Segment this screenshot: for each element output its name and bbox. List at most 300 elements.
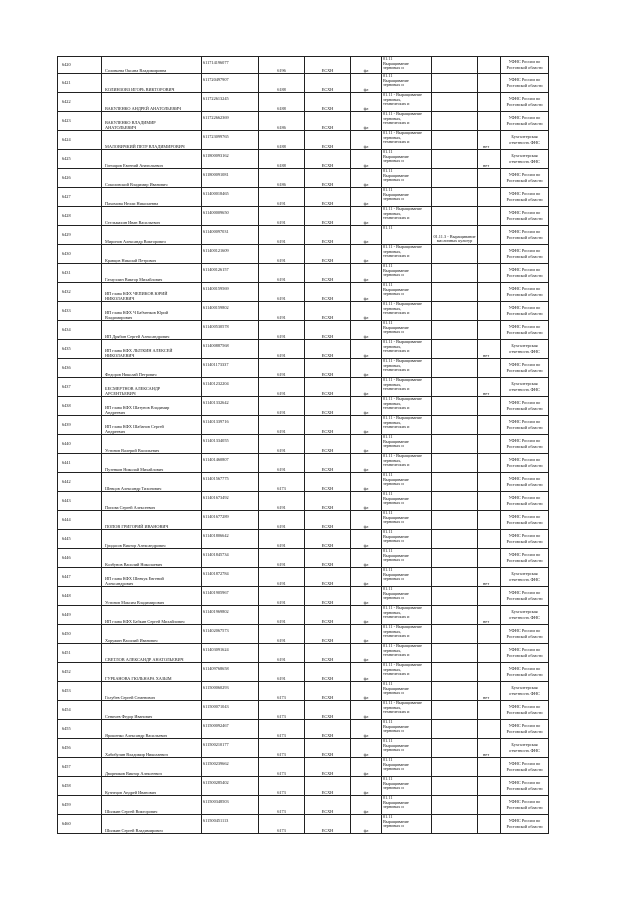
tax-regime-cell: ЕСХН <box>305 454 351 473</box>
activity-detail-cell <box>432 169 478 188</box>
activity-line: зерновых и <box>383 728 404 734</box>
activity-line: технических и <box>383 120 410 126</box>
row-id: 6446 <box>58 549 102 568</box>
source-authority-cell <box>501 207 549 226</box>
person-type-cell: фл <box>351 682 382 701</box>
source-authority-cell <box>501 74 549 93</box>
person-type-cell: фл <box>351 321 382 340</box>
holder-name-cell <box>102 587 202 606</box>
source-authority-line: Ростовской области <box>506 653 543 658</box>
activity-line: зерновых, <box>383 419 402 425</box>
holder-name-cell <box>102 245 202 264</box>
person-type-cell: фл <box>351 150 382 169</box>
activity-line: 01.11 <box>383 681 393 686</box>
source-authority-cell <box>501 587 549 606</box>
holder-name-line: ИП глава КФХ ЛЫТКИН АЛЕКСЕЙ <box>105 348 173 353</box>
source-authority-cell <box>501 188 549 207</box>
person-type-cell: фл <box>351 131 382 150</box>
table-row <box>58 283 549 302</box>
tax-regime-cell: ЕСХН <box>305 74 351 93</box>
holder-name-cell <box>102 644 202 663</box>
source-authority-cell <box>501 359 549 378</box>
office-code-cell: 6191 <box>259 587 305 606</box>
row-id: 6442 <box>58 473 102 492</box>
source-authority-line: УФНС России по <box>508 666 541 672</box>
activity-detail-cell <box>432 131 478 150</box>
activity-line: зерновых, <box>383 628 402 634</box>
person-type-cell: фл <box>351 283 382 302</box>
activity-line: 01.11 - Выращивание <box>383 662 422 667</box>
holder-name-line: Андреевич <box>105 409 126 415</box>
reporting-status-cell <box>478 188 501 207</box>
activity-line: зерновых и <box>383 557 404 563</box>
activity-line: 01.11 <box>383 529 393 534</box>
activity-cell <box>382 416 432 435</box>
row-id: 6457 <box>58 758 102 777</box>
source-authority-line: Ростовской области <box>506 406 543 411</box>
inn-cell: 611401460807 <box>202 454 259 473</box>
inn-cell: 611400159569 <box>202 283 259 302</box>
office-code-cell: 6188 <box>259 74 305 93</box>
holder-name-cell <box>102 302 202 321</box>
person-type-cell: фл <box>351 264 382 283</box>
table-row <box>58 701 549 720</box>
source-authority-cell <box>501 112 549 131</box>
registry-page <box>57 56 548 848</box>
row-id: 6453 <box>58 682 102 701</box>
person-type-cell: фл <box>351 777 382 796</box>
holder-name-cell <box>102 131 202 150</box>
row-id: 6432 <box>58 283 102 302</box>
holder-name-cell <box>102 74 202 93</box>
activity-detail-cell <box>432 492 478 511</box>
person-type-cell: фл <box>351 416 382 435</box>
reporting-status-cell <box>478 226 501 245</box>
inn-cell: 611401339716 <box>202 416 259 435</box>
tax-regime-cell: ЕСХН <box>305 131 351 150</box>
inn-cell: 611714196077 <box>202 57 259 74</box>
tax-regime-cell: ЕСХН <box>305 112 351 131</box>
activity-line: 01.11 <box>383 757 393 762</box>
source-authority-cell <box>501 226 549 245</box>
tax-regime-cell: ЕСХН <box>305 739 351 758</box>
source-authority-cell <box>501 264 549 283</box>
holder-name-cell <box>102 530 202 549</box>
table-row <box>58 57 549 74</box>
source-authority-line: Ростовской области <box>506 273 543 278</box>
inn-cell: 611500239662 <box>202 758 259 777</box>
activity-line: зерновых и <box>383 443 404 449</box>
activity-detail-cell <box>432 777 478 796</box>
row-id: 6449 <box>58 606 102 625</box>
source-authority-line: Ростовской области <box>506 501 543 506</box>
activity-line: Выращивание <box>383 476 409 482</box>
activity-cell <box>382 796 432 815</box>
inn-cell: 611500451113 <box>202 815 259 834</box>
activity-line: зерновых и <box>383 65 404 71</box>
inn-cell: 611800093162 <box>202 150 259 169</box>
activity-detail-cell <box>432 112 478 131</box>
activity-cell <box>382 435 432 454</box>
source-authority-line: Ростовской области <box>506 767 543 772</box>
row-id: 6422 <box>58 93 102 112</box>
person-type-cell: фл <box>351 435 382 454</box>
tax-regime-cell: ЕСХН <box>305 758 351 777</box>
source-authority-line: Ростовской области <box>506 311 543 316</box>
activity-line: 01.11 - Выращивание <box>383 130 422 135</box>
holder-name-cell <box>102 606 202 625</box>
table-row <box>58 758 549 777</box>
activity-line: зерновых и <box>383 538 404 544</box>
activity-cell <box>382 682 432 701</box>
source-authority-cell <box>501 530 549 549</box>
activity-line: зерновых и <box>383 690 404 696</box>
table-row <box>58 549 549 568</box>
reporting-status-cell <box>478 720 501 739</box>
inn-cell: 611401332642 <box>202 397 259 416</box>
inn-cell: 611402067573 <box>202 625 259 644</box>
reporting-status-cell <box>478 625 501 644</box>
activity-detail-cell <box>432 283 478 302</box>
source-authority-line: Бухгалтерская <box>511 343 538 349</box>
person-type-cell: фл <box>351 93 382 112</box>
office-code-cell: 6191 <box>259 283 305 302</box>
reporting-status-cell <box>478 473 501 492</box>
holder-name-cell <box>102 378 202 397</box>
source-authority-line: Ростовской области <box>506 558 543 563</box>
row-id: 6436 <box>58 359 102 378</box>
activity-line: Выращивание <box>383 571 409 577</box>
activity-cell <box>382 739 432 758</box>
inn-cell: 611722613245 <box>202 93 259 112</box>
holder-name-cell <box>102 112 202 131</box>
holder-name-line: Ярошенко Александр Васильевич <box>105 732 167 738</box>
tax-regime-cell: ЕСХН <box>305 226 351 245</box>
holder-name-line: Федоров Николай Петрович <box>105 371 157 377</box>
registry-table <box>57 56 549 834</box>
holder-name-line: Хабибулин Владимир Николаевич <box>105 751 168 757</box>
source-authority-line: УФНС России по <box>508 647 541 653</box>
reporting-status-cell <box>478 397 501 416</box>
inn-cell: 611500210177 <box>202 739 259 758</box>
person-type-cell: фл <box>351 587 382 606</box>
activity-line: 01.11 - Выращивание <box>383 643 422 648</box>
office-code-cell: 6188 <box>259 150 305 169</box>
activity-cell <box>382 568 432 587</box>
office-code-cell: 6191 <box>259 245 305 264</box>
holder-name-line: НИКОЛАЕВИЧ <box>105 295 135 301</box>
activity-line: 01.11 <box>383 434 393 439</box>
table-row <box>58 302 549 321</box>
office-code-cell: 6173 <box>259 796 305 815</box>
source-authority-line: УФНС России по <box>508 267 541 273</box>
reporting-status-cell <box>478 359 501 378</box>
source-authority-line: Ростовской области <box>506 83 543 88</box>
inn-cell: 611400159802 <box>202 302 259 321</box>
activity-line: 01.11 <box>383 472 393 477</box>
person-type-cell: фл <box>351 454 382 473</box>
activity-line: 01.11 - Выращивание <box>383 415 422 420</box>
reporting-status-cell <box>478 815 501 834</box>
table-body <box>58 57 549 834</box>
activity-cell <box>382 245 432 264</box>
person-type-cell: фл <box>351 112 382 131</box>
table-row <box>58 416 549 435</box>
row-id: 6444 <box>58 511 102 530</box>
activity-detail-cell <box>432 245 478 264</box>
source-authority-line: УФНС России по <box>508 419 541 425</box>
activity-cell <box>382 378 432 397</box>
source-authority-line: Ростовской области <box>506 634 543 639</box>
reporting-status-cell <box>478 492 501 511</box>
activity-line: зерновых, <box>383 381 402 387</box>
holder-name-line: ИП глава КФХ Шатунов Владимир <box>105 405 170 410</box>
person-type-cell: фл <box>351 492 382 511</box>
source-authority-line: Ростовской области <box>506 65 543 70</box>
holder-name-line: МАЛОВИЧКИЙ ПЕТР ВЛАДИМИРОВИЧ <box>105 143 185 149</box>
holder-name-line: Кузнецов Андрей Иванович <box>105 789 157 795</box>
activity-line: 01.11 <box>383 282 393 287</box>
source-authority-line: Ростовской области <box>506 805 543 810</box>
activity-line: технических и <box>383 253 410 259</box>
source-authority-line: отчетность ФНС <box>509 577 540 582</box>
activity-line: Выращивание <box>383 799 409 805</box>
table-row <box>58 359 549 378</box>
activity-detail-cell <box>432 549 478 568</box>
activity-detail-cell <box>432 435 478 454</box>
reporting-status-cell: нет <box>478 378 501 397</box>
person-type-cell: фл <box>351 226 382 245</box>
holder-name-line: БЕСМЕРТНОВ АЛЕКСАНДР <box>105 386 161 391</box>
inn-cell: 611401872784 <box>202 568 259 587</box>
tax-regime-cell: ЕСХН <box>305 644 351 663</box>
tax-regime-cell: ЕСХН <box>305 378 351 397</box>
source-authority-line: Бухгалтерская <box>511 381 538 387</box>
reporting-status-cell: нет <box>478 682 501 701</box>
activity-line: Выращивание <box>383 780 409 786</box>
reporting-status-cell: нет <box>478 606 501 625</box>
activity-cell <box>382 530 432 549</box>
activity-cell <box>382 74 432 93</box>
holder-name-cell <box>102 340 202 359</box>
source-authority-line: Ростовской области <box>506 102 543 107</box>
source-authority-cell <box>501 473 549 492</box>
holder-name-cell <box>102 150 202 169</box>
activity-cell <box>382 188 432 207</box>
source-authority-cell <box>501 245 549 264</box>
office-code-cell: 6173 <box>259 815 305 834</box>
reporting-status-cell <box>478 302 501 321</box>
activity-line: технических и <box>383 101 410 107</box>
source-authority-line: УФНС России по <box>508 552 541 558</box>
office-code-cell: 6191 <box>259 207 305 226</box>
activity-cell <box>382 663 432 682</box>
person-type-cell: фл <box>351 169 382 188</box>
person-type-cell: фл <box>351 511 382 530</box>
source-authority-line: УФНС России по <box>508 799 541 805</box>
reporting-status-cell <box>478 796 501 815</box>
table-row <box>58 397 549 416</box>
holder-name-line: Кравцов Николай Петрович <box>105 257 157 263</box>
activity-line: зерновых, <box>383 210 402 216</box>
holder-name-line: ГУРБАНОВА ГЮЛЬНАРА ХАЗЫМ <box>105 675 172 681</box>
table-row <box>58 188 549 207</box>
person-type-cell: фл <box>351 188 382 207</box>
activity-line: 01.11 - Выращивание <box>383 605 422 610</box>
activity-line: 01.11 <box>383 320 393 325</box>
table-row <box>58 796 549 815</box>
inn-cell: 611722662369 <box>202 112 259 131</box>
holder-name-cell <box>102 359 202 378</box>
holder-name-line: ВАКУЛЕНКО АНДРЕЙ АНАТОЛЬЕВИЧ <box>105 105 182 111</box>
row-id: 6439 <box>58 416 102 435</box>
tax-regime-cell: ЕСХН <box>305 701 351 720</box>
source-authority-cell <box>501 701 549 720</box>
activity-line: Выращивание <box>383 324 409 330</box>
source-authority-line: УФНС России по <box>508 704 541 710</box>
inn-cell: 611400009650 <box>202 207 259 226</box>
activity-cell <box>382 473 432 492</box>
holder-name-line: Гатауллин Виктор Михайлович <box>105 276 163 282</box>
source-authority-line: УФНС России по <box>508 362 541 368</box>
tax-regime-cell: ЕСХН <box>305 682 351 701</box>
activity-detail-cell <box>432 74 478 93</box>
holder-name-line: Александрович <box>105 580 134 586</box>
activity-line: Выращивание <box>383 685 409 691</box>
activity-cell <box>382 454 432 473</box>
activity-detail-cell <box>432 739 478 758</box>
reporting-status-cell <box>478 264 501 283</box>
source-authority-line: УФНС России по <box>508 780 541 786</box>
source-authority-line: УФНС России по <box>508 59 541 65</box>
holder-name-line: КОЛИНЗОВЗ ИГОРЬ ВИКТОРОВИЧ <box>105 86 175 92</box>
holder-name-line: СВЕТЛОВ АЛЕКСАНДР АНАТОЛЬЕВИЧ <box>105 656 184 662</box>
inn-cell: 611500060293 <box>202 682 259 701</box>
activity-line: технических и <box>383 386 410 392</box>
tax-regime-cell: ЕСХН <box>305 530 351 549</box>
tax-regime-cell: ЕСХН <box>305 549 351 568</box>
activity-detail-cell <box>432 758 478 777</box>
source-authority-line: Ростовской области <box>506 425 543 430</box>
activity-detail-cell <box>432 815 478 834</box>
reporting-status-cell <box>478 169 501 188</box>
holder-name-line: Гридасов Виктор Александрович <box>105 542 166 548</box>
activity-line: технических и <box>383 405 410 411</box>
inn-cell: 611800091081 <box>202 169 259 188</box>
activity-detail-cell <box>432 625 478 644</box>
tax-regime-cell: ЕСХН <box>305 625 351 644</box>
holder-name-cell <box>102 169 202 188</box>
holder-name-line: ИП глава КФХ ЧЕПИКОВ ЮРИЙ <box>105 291 168 296</box>
holder-name-cell <box>102 454 202 473</box>
source-authority-line: Ростовской области <box>506 672 543 677</box>
tax-regime-cell: ЕСХН <box>305 188 351 207</box>
activity-detail-cell <box>432 587 478 606</box>
row-id: 6429 <box>58 226 102 245</box>
source-authority-cell <box>501 93 549 112</box>
activity-detail-cell <box>432 720 478 739</box>
row-id: 6428 <box>58 207 102 226</box>
activity-line: зерновых, <box>383 647 402 653</box>
activity-line: Выращивание <box>383 761 409 767</box>
inn-cell: 611401334055 <box>202 435 259 454</box>
source-authority-line: Ростовской области <box>506 710 543 715</box>
activity-cell <box>382 511 432 530</box>
source-authority-line: Ростовской области <box>506 330 543 335</box>
activity-detail-cell <box>432 264 478 283</box>
source-authority-cell <box>501 739 549 758</box>
activity-line: Выращивание <box>383 191 409 197</box>
activity-detail-cell <box>432 663 478 682</box>
row-id: 6445 <box>58 530 102 549</box>
office-code-cell: 6191 <box>259 530 305 549</box>
reporting-status-cell <box>478 549 501 568</box>
activity-line: зерновых и <box>383 766 404 772</box>
office-code-cell: 6191 <box>259 359 305 378</box>
table-row <box>58 245 549 264</box>
row-id: 6438 <box>58 397 102 416</box>
activity-cell <box>382 283 432 302</box>
table-row <box>58 454 549 473</box>
activity-detail-cell <box>432 644 478 663</box>
source-authority-cell <box>501 150 549 169</box>
holder-name-cell <box>102 435 202 454</box>
activity-detail-cell <box>432 796 478 815</box>
activity-cell <box>382 169 432 188</box>
person-type-cell: фл <box>351 359 382 378</box>
source-authority-line: Ростовской области <box>506 254 543 259</box>
activity-detail-cell <box>432 511 478 530</box>
activity-line: зерновых и <box>383 804 404 810</box>
holder-name-cell <box>102 188 202 207</box>
activity-line: Выращивание <box>383 495 409 501</box>
person-type-cell: фл <box>351 530 382 549</box>
office-code-cell: 6191 <box>259 644 305 663</box>
source-authority-line: УФНС России по <box>508 248 541 254</box>
source-authority-line: Ростовской области <box>506 520 543 525</box>
holder-name-cell <box>102 568 202 587</box>
source-authority-line: отчетность ФНС <box>509 349 540 354</box>
reporting-status-cell <box>478 587 501 606</box>
person-type-cell: фл <box>351 739 382 758</box>
holder-name-cell <box>102 397 202 416</box>
holder-name-cell <box>102 720 202 739</box>
holder-name-cell <box>102 815 202 834</box>
person-type-cell: фл <box>351 302 382 321</box>
source-authority-cell <box>501 169 549 188</box>
office-code-cell: 6191 <box>259 378 305 397</box>
holder-name-cell <box>102 321 202 340</box>
activity-line: 01.11 <box>383 776 393 781</box>
office-code-cell: 6191 <box>259 226 305 245</box>
inn-cell: 611401567775 <box>202 473 259 492</box>
source-authority-line: отчетность ФНС <box>509 748 540 753</box>
person-type-cell: фл <box>351 245 382 264</box>
activity-cell <box>382 720 432 739</box>
source-authority-line: отчетность ФНС <box>509 615 540 620</box>
reporting-status-cell <box>478 511 501 530</box>
activity-cell <box>382 549 432 568</box>
source-authority-line: отчетность ФНС <box>509 691 540 696</box>
activity-line: зерновых и <box>383 481 404 487</box>
inn-cell: 611409768658 <box>202 663 259 682</box>
person-type-cell: фл <box>351 378 382 397</box>
row-id: 6451 <box>58 644 102 663</box>
tax-regime-cell: ЕСХН <box>305 245 351 264</box>
activity-cell <box>382 815 432 834</box>
holder-name-line: Попова Сергей Алексеевич <box>105 504 156 510</box>
activity-cell <box>382 226 432 245</box>
